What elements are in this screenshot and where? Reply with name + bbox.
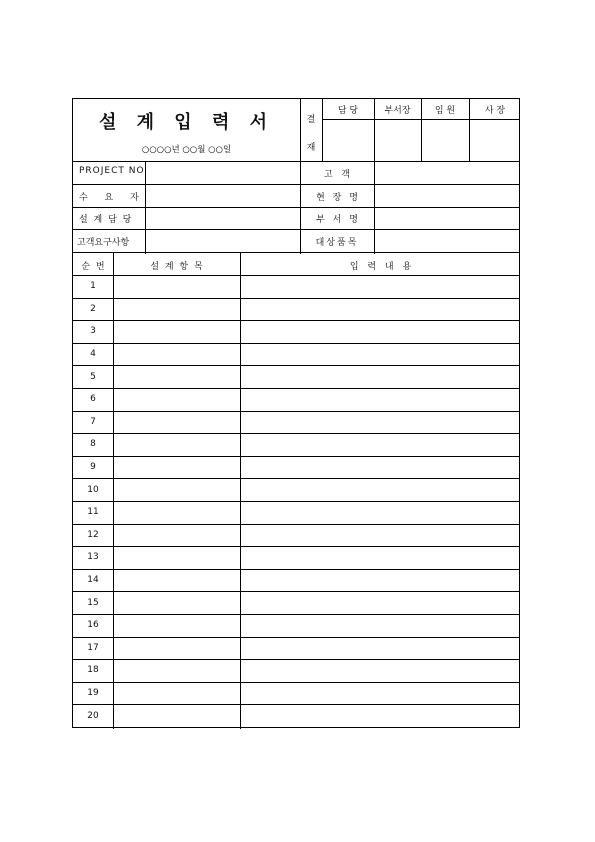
value-design-manager[interactable]: [145, 207, 300, 229]
label-customer-requirements: 고객요구사항: [77, 237, 130, 248]
row-number: 4: [90, 349, 96, 360]
row-design-item[interactable]: [113, 591, 240, 614]
row-input-content[interactable]: [240, 298, 521, 321]
form-title: 설 계 입 력 서: [98, 112, 274, 133]
label-target-item: 대상품목: [315, 237, 359, 248]
label-department-name: 부 서 명: [316, 214, 358, 225]
row-input-content[interactable]: [240, 546, 521, 569]
row-input-content[interactable]: [240, 478, 521, 501]
design-input-form: [72, 98, 520, 728]
row-number: 13: [87, 552, 99, 563]
label-site-name: 현 장 명: [316, 192, 358, 203]
approval-sign-executive[interactable]: [421, 120, 469, 162]
approval-role-executive: 임 원: [434, 106, 456, 116]
value-target-item[interactable]: [374, 230, 521, 252]
row-input-content[interactable]: [240, 591, 521, 614]
row-input-content[interactable]: [240, 320, 521, 343]
form-date: ○○○○년 ○○월 ○○일: [141, 145, 232, 155]
approval-role-president: 사 장: [484, 106, 506, 116]
row-number: 20: [87, 710, 99, 721]
label-customer: 수 요 자: [79, 192, 139, 203]
row-design-item[interactable]: [113, 659, 240, 682]
row-number: 17: [87, 642, 99, 653]
row-design-item[interactable]: [113, 388, 240, 411]
row-number: 11: [87, 507, 99, 518]
row-number: 6: [90, 394, 96, 405]
row-number: 9: [90, 462, 96, 473]
row-number: 16: [87, 620, 99, 631]
approval-sign-staff[interactable]: [322, 120, 374, 162]
label-project-no: PROJECT NO: [79, 166, 145, 176]
row-design-item[interactable]: [113, 546, 240, 569]
row-design-item[interactable]: [113, 343, 240, 366]
row-design-item[interactable]: [113, 298, 240, 321]
row-number: 1: [90, 281, 96, 292]
approval-sign-president[interactable]: [469, 120, 521, 162]
label-design-manager: 설 계 담 당: [79, 214, 132, 225]
header-design-item: 설 계 항 목: [150, 261, 203, 272]
row-number: 3: [90, 326, 96, 337]
value-department-name[interactable]: [374, 207, 521, 229]
row-design-item[interactable]: [113, 501, 240, 524]
row-input-content[interactable]: [240, 659, 521, 682]
value-site-name[interactable]: [374, 185, 521, 207]
row-design-item[interactable]: [113, 275, 240, 298]
row-input-content[interactable]: [240, 365, 521, 388]
row-design-item[interactable]: [113, 456, 240, 479]
value-customer[interactable]: [145, 185, 300, 207]
value-project-no[interactable]: [145, 162, 300, 184]
row-design-item[interactable]: [113, 614, 240, 637]
row-input-content[interactable]: [240, 411, 521, 434]
row-number: 7: [90, 416, 96, 427]
approval-sign-dept-head[interactable]: [374, 120, 421, 162]
header-input-content: 입 력 내 용: [349, 261, 412, 272]
row-number: 5: [90, 371, 96, 382]
row-input-content[interactable]: [240, 524, 521, 547]
approval-label-bottom: 재: [306, 142, 316, 153]
row-input-content[interactable]: [240, 682, 521, 705]
row-design-item[interactable]: [113, 569, 240, 592]
row-input-content[interactable]: [240, 433, 521, 456]
row-design-item[interactable]: [113, 411, 240, 434]
header-seq-no: 순 번: [81, 261, 105, 272]
value-client[interactable]: [374, 162, 521, 184]
row-design-item[interactable]: [113, 682, 240, 705]
row-input-content[interactable]: [240, 343, 521, 366]
row-input-content[interactable]: [240, 704, 521, 727]
row-design-item[interactable]: [113, 365, 240, 388]
row-number: 2: [90, 303, 96, 314]
row-number: 12: [87, 529, 99, 540]
row-input-content[interactable]: [240, 456, 521, 479]
row-design-item[interactable]: [113, 637, 240, 660]
row-design-item[interactable]: [113, 478, 240, 501]
row-design-item[interactable]: [113, 704, 240, 727]
row-design-item[interactable]: [113, 433, 240, 456]
row-input-content[interactable]: [240, 614, 521, 637]
row-input-content[interactable]: [240, 388, 521, 411]
row-design-item[interactable]: [113, 320, 240, 343]
label-client: 고 객: [324, 169, 350, 180]
approval-role-dept-head: 부서장: [384, 106, 411, 116]
row-input-content[interactable]: [240, 569, 521, 592]
row-number: 14: [87, 575, 99, 586]
row-input-content[interactable]: [240, 501, 521, 524]
row-input-content[interactable]: [240, 275, 521, 298]
approval-label-top: 결: [306, 114, 316, 125]
row-design-item[interactable]: [113, 524, 240, 547]
row-number: 15: [87, 597, 99, 608]
row-number: 10: [87, 484, 99, 495]
row-input-content[interactable]: [240, 637, 521, 660]
row-number: 18: [87, 665, 99, 676]
approval-role-staff: 담 당: [337, 106, 359, 116]
row-number: 19: [87, 688, 99, 699]
value-customer-requirements[interactable]: [145, 230, 300, 252]
row-number: 8: [90, 439, 96, 450]
